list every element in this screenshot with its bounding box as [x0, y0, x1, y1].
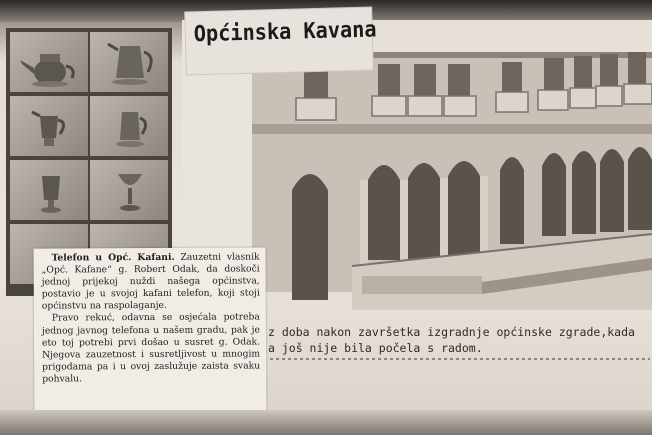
photo-goblet	[90, 160, 168, 220]
clipping-text	[42, 251, 261, 385]
kavana-sign	[185, 8, 377, 75]
caption-dotted-rule	[270, 358, 650, 360]
caption-line-1: z doba nakon završetka izgradnje općinske zgrade,kada	[268, 325, 635, 339]
clipping-title: Telefon u Opć. Kafani.	[51, 251, 175, 264]
newspaper-clipping	[34, 247, 267, 424]
photo-coffee-pot	[90, 32, 168, 92]
projector-shadow-bottom	[0, 410, 652, 435]
typewritten-caption	[268, 324, 652, 356]
clipping-paragraph-1: Zauzetni vlasnik „Opć. Kafane“ g. Robert Odak, da doskoči jednoj prijekoj nuždi našega općinstva, postavio je u svojoj kafani telefon, koji stoji općinstvu na raspolaganje.	[41, 251, 260, 312]
photo-teapot	[10, 32, 88, 92]
clipping-paragraph-2: Pravo rekuć, odavna se osjećala potreba jednog javnog telefona u našem gradu, pak je eto toj potrebi prvi došao u susret g. Odak. Njegova zauzetnost i susretljivost u mnogim prigodama pa i u ovoj zaslužuje zaista svaku pohvalu.	[41, 311, 261, 385]
photo-cup	[10, 160, 88, 220]
caption-line-2: a još nije bila počela s radom.	[268, 341, 483, 355]
sign-text: Općinska Kavana	[193, 17, 377, 48]
photo-milk-jug	[90, 96, 168, 156]
photo-creamer	[10, 96, 88, 156]
